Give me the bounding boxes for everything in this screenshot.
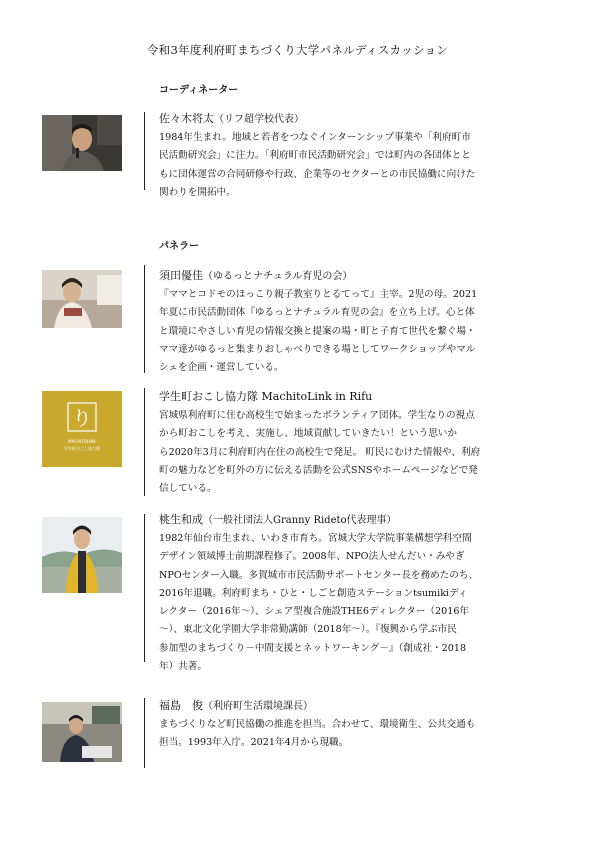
- bio-line: 年夏に市民活動団体『ゆるっとナチュラル育児の会』を立ち上げ。心と体: [159, 307, 475, 319]
- bio-line: 担当。1993年入庁。2021年4月から現職。: [159, 737, 349, 749]
- panelist-divider: [144, 265, 145, 373]
- panelist-section-label: パネラー: [159, 241, 199, 252]
- coordinator-section-label: コーディネーター: [159, 85, 239, 96]
- machitolink-logo-art: [42, 391, 122, 467]
- panelist-bio: [159, 716, 554, 753]
- bio-line: 民活動研究会」に注力。「利府町市民活動研究会」では町内の各団体とと: [159, 150, 471, 162]
- panelist-bio: [159, 286, 554, 377]
- panelist-affiliation: （一般社団法人Granny Rideto代表理事）: [203, 515, 397, 526]
- panelist-photo-fukushima: [42, 702, 122, 762]
- panelist-divider: [144, 388, 145, 496]
- panelist-divider: [144, 514, 145, 662]
- panelist-bio: [159, 530, 554, 676]
- bio-line: 関わりを開拓中。: [159, 186, 236, 198]
- panelist-name-line: [159, 697, 554, 713]
- bio-line: 『ママとコドモのほっこり親子教室りとるてって』主宰。2児の母。2021: [159, 289, 478, 300]
- bio-line: もに団体運営の合同研修や行政、企業等のセクターとの市民協働に向けた: [159, 168, 476, 180]
- panelist-name-line: [159, 388, 554, 404]
- coordinator-entry: [159, 110, 554, 202]
- coordinator-divider: [144, 112, 145, 190]
- panelist-name-line: [159, 267, 554, 283]
- coordinator-affiliation: （リフ超学校代表）: [214, 114, 304, 125]
- bio-line: ら2020年3月に利府町内在住の高校生で発足。 町民にむけた情報や、利府: [159, 446, 481, 458]
- bio-line: 2016年退職。利府町まち・ひと・しごと創造ステーションtsumikiディ: [159, 587, 468, 599]
- bio-line: 信している。: [159, 483, 217, 495]
- panelist-entry-suda: [159, 267, 554, 377]
- bio-line: まちづくりなど町民協働の推進を担当。合わせて、環境衛生、公共交通も: [159, 719, 476, 730]
- panelist-photo-momonou: [42, 517, 122, 593]
- panelist-entry-fukushima: [159, 697, 554, 753]
- machitolink-logo: [42, 391, 122, 467]
- bio-line: レクター（2016年〜）、シェア型複合施設THE6ディレクター（2016年: [159, 606, 470, 618]
- panelist-photo-suda: [42, 270, 122, 328]
- panelist-entry-momonou: [159, 511, 554, 676]
- panelist-bio: [159, 407, 554, 498]
- logo-caption-ja: 学生町おこし協力隊: [64, 446, 100, 451]
- coordinator-name: 佐々木将太: [159, 112, 214, 125]
- coordinator-photo: [42, 115, 122, 171]
- panelist-affiliation: （利府町生活環境課長）: [203, 701, 313, 712]
- bio-line: 年）共著。: [159, 661, 207, 673]
- bio-line: シェを企画・運営している。: [159, 362, 284, 374]
- panelist-name-line: [159, 511, 554, 527]
- bio-line: 1982年仙台市生まれ、いわき市育ち。宮城大学大学院事業構想学科空間: [159, 533, 472, 544]
- panelist-name: 桃生和成: [159, 513, 203, 526]
- bio-line: ママ達がゆるっと集まりおしゃべりできる場としてワークショップやマル: [159, 343, 476, 355]
- bio-line: から町おこしを考え、実施し、地域貢献していきたい！という思いか: [159, 428, 457, 440]
- bio-line: 宮城県利府町に住む高校生で始まったボランティア団体。学生なりの視点: [159, 410, 475, 421]
- bio-line: 1984年生まれ。地域と若者をつなぐインターンシップ事業や「利府町市: [159, 132, 471, 143]
- panelist-divider: [144, 698, 145, 768]
- coordinator-bio: [159, 129, 554, 202]
- panelist-name: 須田優佳: [159, 269, 203, 282]
- logo-glyph: り: [72, 406, 92, 430]
- panelist-affiliation: （ゆるっとナチュラル育児の会）: [203, 271, 353, 282]
- bio-line: NPOセンター入職。多賀城市市民活動サポートセンター長を務めたのち、: [159, 569, 479, 581]
- coordinator-name-line: [159, 110, 554, 126]
- page-title: 令和3年度利府町まちづくり大学パネルディスカッション: [146, 43, 449, 57]
- logo-caption-en: MACHITOLINK: [68, 439, 96, 444]
- panelist-entry-machitolink: [159, 388, 554, 498]
- bio-line: と環境にやさしい育児の情報交換と提案の場・町と子育て世代を繋ぐ場・: [159, 325, 476, 337]
- bio-line: 〜）、東北文化学園大学非常勤講師（2018年〜）。『復興から学ぶ市民: [159, 624, 457, 636]
- panelist-name: 学生町おこし協力隊 MachitoLink in Rifu: [159, 390, 373, 403]
- panelist-name: 福島 俊: [159, 699, 203, 712]
- bio-line: 町の魅力などを町外の方に伝える活動を公式SNSやホームページなどで発: [159, 464, 478, 476]
- bio-line: デザイン領域博士前期課程修了。2008年、NPO法人せんだい・みやぎ: [159, 551, 465, 563]
- bio-line: 参加型のまちづくり－中間支援とネットワーキング－』（創成社・2018: [159, 642, 467, 654]
